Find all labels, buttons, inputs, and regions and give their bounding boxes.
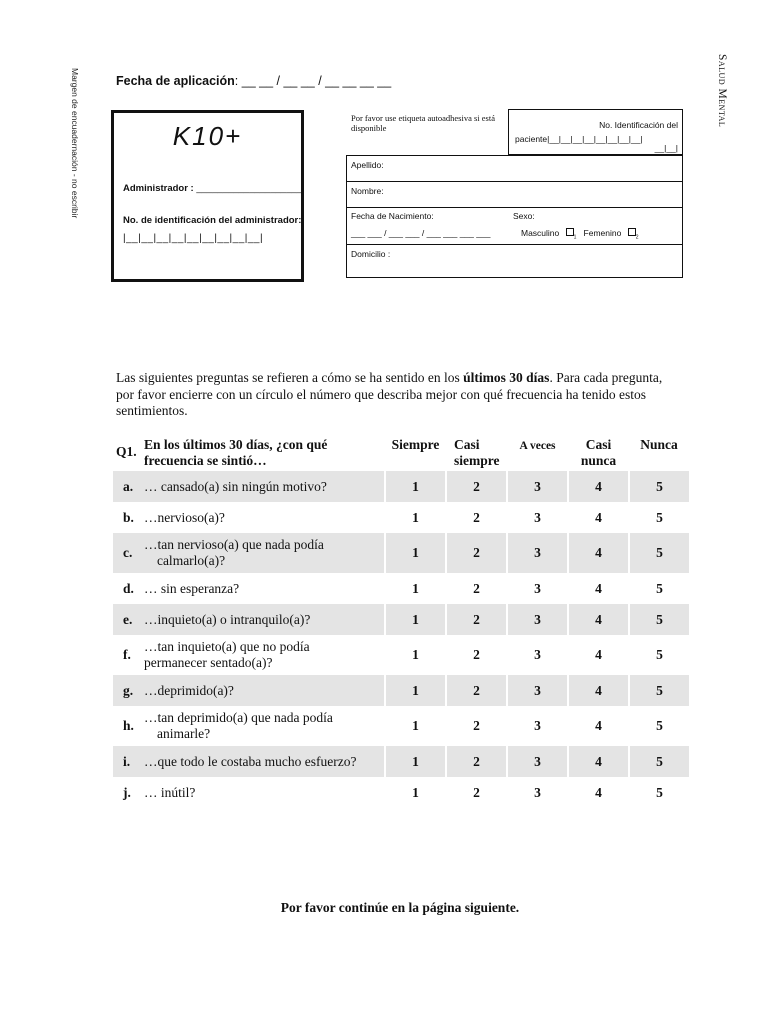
question-text-line1: … sin esperanza?: [143, 580, 240, 596]
question-letter: f.: [123, 647, 131, 662]
name-row[interactable]: [347, 182, 682, 208]
patient-id-box: [508, 109, 683, 155]
answer-option[interactable]: 5: [629, 604, 689, 635]
question-letter: b.: [123, 509, 134, 525]
answer-option[interactable]: 4: [568, 746, 629, 777]
female-code: 2: [635, 234, 639, 241]
answer-option[interactable]: 5: [629, 471, 689, 502]
question-heading: [144, 434, 385, 471]
answer-column-header: [446, 437, 507, 469]
question-text-line1: … cansado(a) sin ningún motivo?: [143, 478, 327, 494]
dob-label: Fecha de Nacimiento:: [351, 211, 434, 221]
binding-margin-note: Margen de encuadernación - no escribir: [70, 68, 80, 219]
question-row: [113, 502, 689, 533]
answer-option[interactable]: 5: [629, 533, 689, 573]
instructions: [116, 370, 676, 420]
answer-option[interactable]: 3: [507, 777, 568, 808]
answer-option[interactable]: 3: [507, 706, 568, 746]
question-text: [144, 635, 385, 675]
answer-column-header-line1: Siempre: [391, 437, 440, 452]
question-text: [144, 604, 385, 635]
question-text-line1: … inútil?: [143, 784, 196, 800]
application-date-field[interactable]: : __ __ / __ __ / __ __ __ __: [234, 74, 392, 88]
answer-option[interactable]: 2: [446, 635, 507, 675]
answer-option[interactable]: 4: [568, 675, 629, 706]
instructions-text-2: . Para cada pregunta, por favor encierre con un círculo el número que describa mejor con qué frecuencia ha tenido estos sentimientos.: [116, 370, 663, 418]
question-row: [113, 635, 689, 675]
question-letter: h.: [123, 718, 134, 733]
question-row: [113, 471, 689, 502]
patient-form: [346, 155, 683, 278]
question-row: [113, 675, 689, 706]
answer-option[interactable]: 4: [568, 635, 629, 675]
question-heading-line1: En los últimos 30 días, ¿con qué: [143, 437, 328, 452]
male-checkbox[interactable]: [566, 228, 574, 236]
question-text-line2: permanecer sentado(a)?: [143, 655, 273, 670]
answer-column-headers: [385, 434, 689, 471]
question-text-line1: …tan nervioso(a) que nada podía: [143, 537, 324, 552]
patient-id-field-continued[interactable]: __|__|: [654, 143, 678, 153]
answer-option[interactable]: 2: [446, 777, 507, 808]
question-row: [113, 604, 689, 635]
administrator-label: Administrador :: [123, 183, 194, 194]
question-text: [144, 675, 385, 706]
answer-option[interactable]: 5: [629, 502, 689, 533]
table-header: [113, 434, 689, 471]
question-text: [144, 777, 385, 808]
answer-option[interactable]: 3: [507, 635, 568, 675]
question-text-line1: …deprimido(a)?: [143, 682, 234, 698]
female-checkbox[interactable]: [628, 228, 636, 236]
form-title: K10+: [172, 121, 243, 151]
question-text-line2: calmarlo(a)?: [156, 553, 226, 568]
answer-option[interactable]: 2: [446, 573, 507, 604]
question-letter: a.: [113, 471, 144, 502]
question-letter: j.: [123, 784, 131, 800]
question-text-line1: …tan deprimido(a) que nada podía: [143, 710, 333, 725]
answer-option[interactable]: 4: [568, 471, 629, 502]
question-text: [144, 573, 385, 604]
question-letter: i.: [113, 746, 144, 777]
dob-sex-row: [347, 208, 682, 245]
sex-options: [521, 228, 639, 241]
answer-option[interactable]: 5: [629, 777, 689, 808]
surname-row[interactable]: [347, 156, 682, 182]
answer-column-header: [629, 437, 689, 469]
answer-option[interactable]: 3: [507, 573, 568, 604]
question-row: [113, 706, 689, 746]
address-label: Domicilio :: [351, 249, 391, 259]
application-date-label: Fecha de aplicación: [116, 74, 235, 88]
answer-column-header-line1: Casi: [585, 437, 612, 452]
question-text-line1: …nervioso(a)?: [143, 509, 225, 525]
question-text-line1: …tan inquieto(a) que no podía: [143, 639, 310, 654]
application-date: [116, 74, 391, 88]
answer-option[interactable]: 3: [507, 604, 568, 635]
administrator-id-field[interactable]: |__|__|__|__|__|__|__|__|__|: [123, 233, 264, 244]
question-table: [113, 434, 689, 808]
sticker-note: Por favor use etiqueta autoadhesiva si está disponible: [351, 113, 495, 133]
answer-option[interactable]: 4: [568, 706, 629, 746]
section-label: Salud Mental: [716, 54, 728, 128]
answer-option[interactable]: 2: [446, 604, 507, 635]
question-text: [144, 746, 385, 777]
answer-option[interactable]: 1: [385, 635, 446, 675]
question-letter: c.: [113, 533, 144, 573]
dob-field[interactable]: ___ ___ / ___ ___ / ___ ___ ___ ___: [351, 228, 491, 238]
answer-option[interactable]: 2: [446, 533, 507, 573]
answer-option[interactable]: 2: [446, 502, 507, 533]
answer-column-header: [568, 437, 629, 469]
answer-option[interactable]: 3: [507, 675, 568, 706]
answer-column-header: [507, 437, 568, 469]
question-letter: d.: [123, 580, 134, 596]
question-row: [113, 777, 689, 808]
address-row[interactable]: [347, 245, 682, 278]
answer-option[interactable]: 5: [629, 573, 689, 604]
sex-label: Sexo:: [513, 211, 535, 221]
answer-column-header-line1: A veces: [519, 440, 556, 452]
answer-column-header-line1: Casi: [453, 437, 480, 452]
k10-admin-box: [111, 110, 304, 282]
surname-label: Apellido:: [351, 160, 384, 170]
question-number: Q1.: [116, 444, 137, 459]
question-row: [113, 533, 689, 573]
answer-option[interactable]: 1: [385, 604, 446, 635]
answer-option[interactable]: 3: [507, 533, 568, 573]
answer-column-header: [385, 437, 446, 469]
female-label: Femenino: [583, 228, 622, 238]
administrator-field[interactable]: ____________________: [193, 183, 303, 194]
continue-note: Por favor continúe en la página siguiente.: [280, 900, 520, 915]
answer-option[interactable]: 4: [568, 777, 629, 808]
answer-column-header-line1: Nunca: [640, 437, 678, 452]
question-text: [144, 706, 385, 746]
answer-option[interactable]: 4: [568, 604, 629, 635]
answer-option[interactable]: 3: [507, 502, 568, 533]
answer-option[interactable]: 1: [385, 746, 446, 777]
question-text-line1: …que todo le costaba mucho esfuerzo?: [143, 753, 357, 769]
answer-option[interactable]: 1: [385, 471, 446, 502]
male-label: Masculino: [521, 228, 560, 238]
answer-option[interactable]: 2: [446, 706, 507, 746]
answer-option[interactable]: 1: [385, 533, 446, 573]
question-heading-line2: frecuencia se sintió…: [143, 453, 267, 468]
answer-column-header-line2: siempre: [453, 453, 500, 468]
answer-option[interactable]: 1: [385, 777, 446, 808]
instructions-text-1: Las siguientes preguntas se refieren a cómo se ha sentido en los: [116, 370, 464, 385]
administrator-id-label: No. de identificación del administrador:: [123, 215, 302, 226]
answer-option[interactable]: 1: [385, 675, 446, 706]
answer-option[interactable]: 4: [568, 573, 629, 604]
patient-id-label: No. Identificación del: [599, 120, 678, 130]
answer-option[interactable]: 5: [629, 746, 689, 777]
answer-option[interactable]: 1: [385, 573, 446, 604]
question-text: [144, 471, 385, 502]
answer-option[interactable]: 2: [446, 746, 507, 777]
answer-option[interactable]: 3: [507, 746, 568, 777]
question-text-line2: animarle?: [156, 726, 211, 741]
answer-option[interactable]: 1: [385, 706, 446, 746]
answer-option[interactable]: 3: [507, 471, 568, 502]
question-text-line1: …inquieto(a) o intranquilo(a)?: [143, 611, 311, 627]
administrator-line: [123, 183, 302, 194]
answer-option[interactable]: 4: [568, 502, 629, 533]
question-text: [144, 502, 385, 533]
answer-option[interactable]: 5: [629, 635, 689, 675]
answer-option[interactable]: 2: [446, 675, 507, 706]
name-label: Nombre:: [351, 186, 384, 196]
instructions-emphasis: últimos 30 días: [463, 370, 550, 385]
answer-option[interactable]: 5: [629, 675, 689, 706]
answer-option[interactable]: 4: [568, 533, 629, 573]
male-code: 1: [573, 234, 577, 241]
question-row: [113, 573, 689, 604]
answer-option[interactable]: 5: [629, 706, 689, 746]
question-text: [144, 533, 385, 573]
question-letter: e.: [113, 604, 144, 635]
patient-id-field[interactable]: paciente|__|__|__|__|__|__|__|__|: [515, 134, 643, 144]
answer-option[interactable]: 2: [446, 471, 507, 502]
question-letter: g.: [113, 675, 144, 706]
question-rows: [113, 471, 689, 808]
answer-column-header-line2: nunca: [580, 453, 617, 468]
answer-option[interactable]: 1: [385, 502, 446, 533]
question-row: [113, 746, 689, 777]
